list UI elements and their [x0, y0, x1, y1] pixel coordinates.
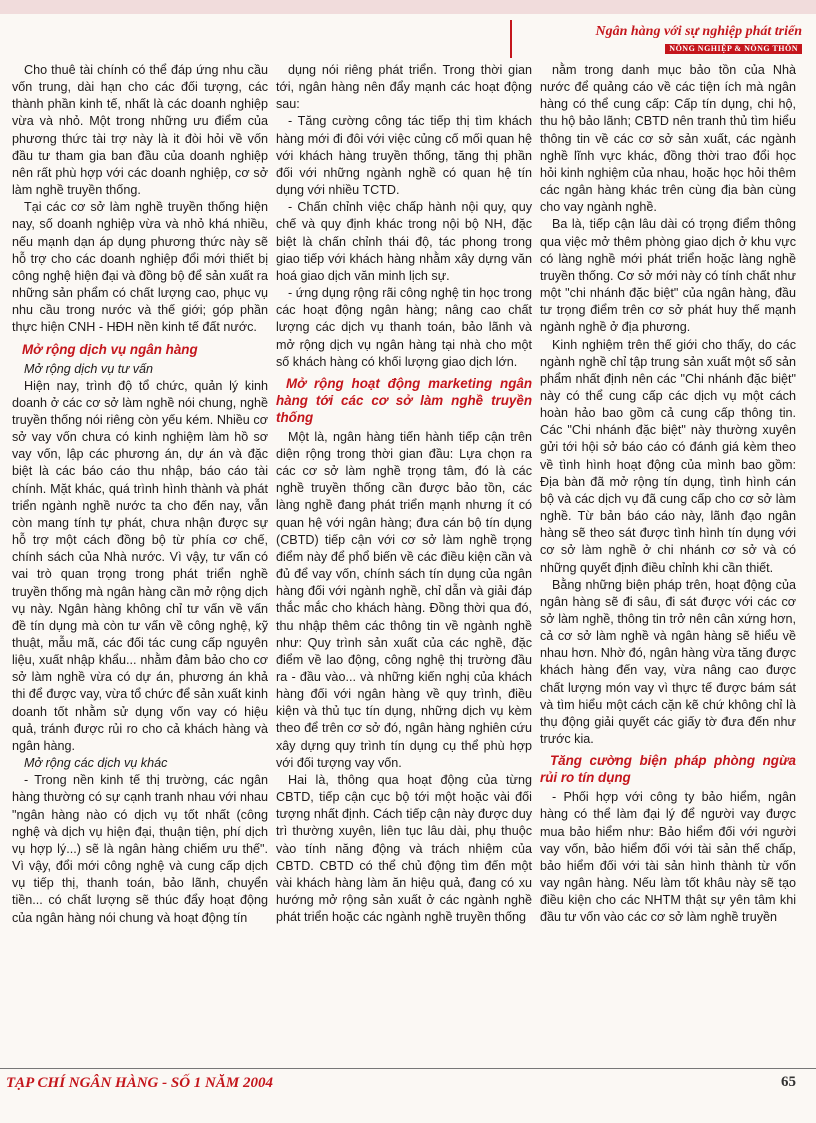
paragraph: - Trong nền kinh tế thị trường, các ngân hàng thường có sự cạnh tranh nhau với nhau "ngân hàng nào có dịch vụ tốt nhất (công nghệ và dịch vụ hiện đại, thuận tiện, phí dịch vụ hợp lý...) sẽ là ngân hàng chiếm ưu thế". Vì vậy, đổi mới công nghệ và cung cấp dịch vụ tiếp thị, thanh toán, bảo lãnh, chuyển tiền... có chất lượng sẽ thúc đẩy hoạt động của ngân hàng nói chung và hoạt động tín	[12, 773, 268, 925]
paragraph: Một là, ngân hàng tiến hành tiếp cận trên diện rộng trong thời gian đầu: Lựa chọn ra các cơ sở làm nghề trọng tâm, đó là các nghề truyền thống cần được bảo tồn, các làng nghề đang phát triển mạnh nhưng ít có quan hệ với ngân hàng; đưa cán bộ tín dụng (CBTD) tiếp cận với cơ sở làm nghề trọng điểm này để phổ biến về các điều kiện cần và đủ để vay vốn, chính sách tín dụng của ngân hàng đối với ngành nghề, chỉ dẫn và giải đáp thắc mắc cho khách hàng. Đồng thời qua đó, thu nhập thêm các thông tin về ngành nghề như: Quy trình sản xuất của các nghề, đặc điểm về lao động, công nghệ thị trường đầu ra - đầu vào... và những kiến nghị của khách hàng đối với ngân hàng về quy trình, điều kiện và thủ tục tín dụng, những dịch vụ kèm theo để trên cơ sở đó, ngân hàng nghiên cứu xây dựng quy trình tín dụng cụ thể phù hợp với đối tượng vay vốn.	[276, 429, 532, 770]
paragraph: - Phối hợp với công ty bảo hiểm, ngân hàng có thể làm đại lý để người vay được mua bảo hiểm như: Bảo hiểm đối với người vay vốn, bảo hiểm đối với tài sản thế chấp, bảo hiểm đối với tài sản hình thành từ vốn vay ngân hàng. Nếu làm tốt khâu này sẽ tạo điều kiện cho các NHTM thật sự yên tâm khi đầu tư vốn vào các cơ sở làm nghề truyền	[540, 790, 796, 925]
paragraph: Ba là, tiếp cận lâu dài có trọng điểm thông qua việc mở thêm phòng giao dịch ở khu vực có làng nghề mới phát triển hoặc làng nghề truyền thống. Cơ sở mới này có tính chất như một "chi nhánh đặc biệt" của ngân hàng, đầu tư trọng điểm trên cơ sở phát huy thế mạnh ngành nghề ở địa phương.	[540, 217, 796, 335]
section-heading: Mở rộng hoạt động marketing ngân hàng tới các cơ sở làm nghề truyền thống	[276, 375, 532, 425]
paragraph: Tại các cơ sở làm nghề truyền thống hiện nay, số doanh nghiệp vừa và nhỏ khá nhiều, nếu mạnh dạn áp dụng phương thức này sẽ hỗ trợ cho các doanh nghiệp đổi mới thiết bị công nghệ hiện đại và đồng bộ để sản xuất ra những sản phẩm có chất lượng cao, phục vụ nhu cầu trong nước và thế giới; góp phần thực hiện CNH - HĐH nền kinh tế đất nước.	[12, 200, 268, 335]
paragraph: Hai là, thông qua hoạt động của từng CBTD, tiếp cận cục bộ tới một hoặc vài đối tượng nhất định. Cách tiếp cận này được duy trì thường xuyên, liên tục lâu dài, phụ thuộc vào tính năng động và trách nhiệm của CBTD. CBTD có thể chủ động tìm đến một vài khách hàng làm ăn hiệu quả, đang có xu hướng mở rộng sản xuất ở các ngành nghề phát triển hoặc các ngành nghề truyền thống	[276, 772, 532, 925]
header-band	[0, 0, 816, 14]
header-title: Ngân hàng với sự nghiệp phát triển	[595, 24, 802, 39]
paragraph: Cho thuê tài chính có thể đáp ứng nhu cầu vốn trung, dài hạn cho các đối tượng, các thành phần kinh tế, nhất là các doanh nghiệp vừa và nhỏ. Một trong những ưu điểm của phương thức tài trợ này là it đòi hỏi về vốn đầu tư tham gia ban đầu của doanh nghiệp nên rất phù hợp với các doanh nghiệp, cơ sở làm nghề truyền thống.	[12, 63, 268, 198]
subsection-heading: Mở rộng các dịch vụ khác	[24, 756, 168, 771]
paragraph: - ứng dụng rộng rãi công nghệ tin học trong các hoạt động ngân hàng; nâng cao chất lượng các dịch vụ thanh toán, bảo lãnh và mở rộng dịch vụ ngân hàng tại nhà cho một số khách hàng có khối lượng giao dịch lớn.	[276, 286, 532, 369]
paragraph: dụng nói riêng phát triển. Trong thời gian tới, ngân hàng nên đẩy mạnh các hoạt động sau:	[276, 63, 532, 112]
article-column-3	[540, 62, 796, 1062]
running-header	[510, 20, 802, 58]
section-heading: Mở rộng dịch vụ ngân hàng	[22, 341, 198, 357]
paragraph: Bằng những biện pháp trên, hoạt động của ngân hàng sẽ đi sâu, đi sát được với các cơ sở làm nghề, thông tin trở nên cân xứng hơn, cả cơ sở làm nghề và ngân hàng sẽ hiểu về nhau hơn. Nhờ đó, ngân hàng vừa tăng được khách hàng đến vay, vừa nâng cao được chất lượng món vay vì thực tế được bám sát và tìm hiểu một cách cặn kẽ chứ không chỉ là thụ động giải quyết các giấy tờ đưa đến như trước kia.	[540, 577, 796, 747]
journal-footer: TẠP CHÍ NGÂN HÀNG - SỐ 1 NĂM 2004	[6, 1075, 273, 1091]
header-subtitle: NÔNG NGHIỆP & NÔNG THÔN	[665, 44, 802, 54]
paragraph: - Tăng cường công tác tiếp thị tìm khách hàng mới đi đôi với việc củng cố mối quan hệ với khách hàng truyền thống, tăng thị phần đối với những ngành nghề có quan hệ tín dụng với nhiều TCTD.	[276, 114, 532, 198]
footer-rule	[0, 1068, 816, 1069]
paragraph: nằm trong danh mục bảo tồn của Nhà nước để quảng cáo về các tiện ích mà ngân hàng có thể cung cấp: Cấp tín dụng, chi hộ, thu hộ bảo lãnh; CBTD nên tranh thủ tìm hiểu thông tin về các cơ sở sản xuất, các ngành nghề lĩnh vực khác, đồng thời trao đổi học hỏi kinh nghiệm của nhau, hoặc học hỏi thêm các ngân hàng khác trên cùng địa bàn cùng cho vay ngành nghề.	[540, 63, 796, 215]
section-heading: Tăng cường biện pháp phòng ngừa rủi ro tín dụng	[540, 753, 796, 786]
page-number: 65	[781, 1074, 796, 1090]
paragraph: Hiện nay, trình độ tổ chức, quản lý kinh doanh ở các cơ sở làm nghề nói chung, nghề truyền thống nói riêng còn yếu kém. Nhiều cơ sở vay vốn chưa có kinh nghiệm làm hồ sơ vay vốn, lập các phương án, dự án và đặc biệt là các báo cáo thu nhập, báo cáo tài chính. Mặt khác, quá trình hình thành và phát triển ngành nghề nước ta cho đến nay, vẫn còn mang tính tự phát, chưa nhận được sự hỗ trợ một cách đồng bộ từ phía cơ chế, chính sách của Nhà nước. Vì vậy, tư vấn có vai trò quan trọng trong phát triển nghề truyền thống mà ngân hàng cần mở rộng dịch vụ này. Ngân hàng không chỉ tư vấn về vấn đề tín dụng mà còn tư vấn về công nghệ, kỹ thuật, mẫu mã, các đối tác cung cấp nguyên liệu, xuất nhập khẩu... nhằm đảm bảo cho cơ sở làm nghề vừa có dự án, phương án khả thi để được vay, vừa tổ chức để sản xuất kinh doanh tốt nhằm sử dụng vốn vay có hiệu quả, tránh được rủi ro cho cả khách hàng và ngân hàng.	[12, 378, 268, 753]
subsection-heading: Mở rộng dịch vụ tư vấn	[24, 361, 153, 376]
paragraph: - Chấn chỉnh việc chấp hành nội quy, quy chế và quy định khác trong nội bộ NH, đặc biệt là chấn chỉnh thái độ, tác phong trong giao tiếp với khách hàng nhằm xây dựng văn hoá giao dịch văn minh lịch sự.	[276, 200, 532, 283]
article-column-2	[276, 62, 532, 1062]
paragraph: Kinh nghiệm trên thế giới cho thấy, do các ngành nghề chỉ tập trung sản xuất một số sản phẩm nhất định nên các "Chi nhánh đặc biệt" này có thể cung cấp các dịch vụ một cách hoàn hảo bao gồm cả cung cấp thông tin. Các "Chi nhánh đặc biệt" này thường xuyên gửi tới hội sở báo cáo có đánh giá kèm theo về tình hình hoạt động của mình bao gồm: Địa bàn đã mở rộng tín dụng, tình hình cán bộ và các dịch vụ đã cung cấp cho cơ sở làm nghề. Từ bản báo cáo này, lãnh đạo ngân hàng sẽ theo sát được tình hình tín dụng với cơ sở làm nghề ở chi nhánh cơ sở và có những quyết định điều chỉnh khi cần thiết.	[540, 337, 796, 575]
article-column-1	[12, 62, 268, 1062]
